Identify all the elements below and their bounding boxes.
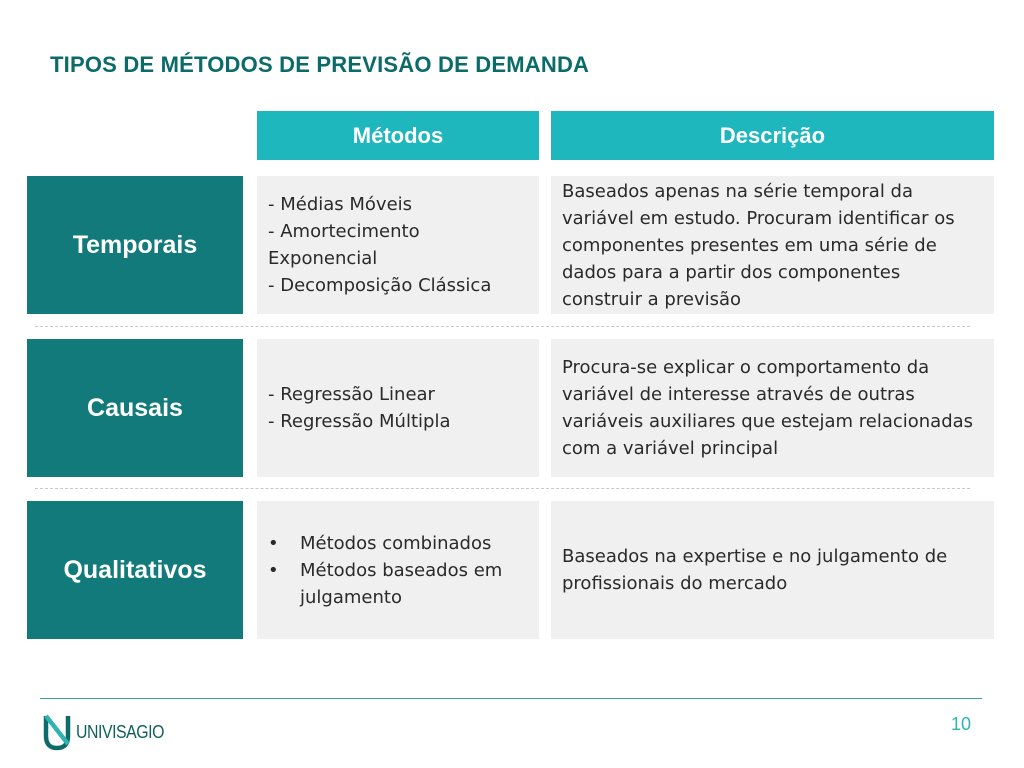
methods-text: - Regressão Linear - Regressão Múltipla [268,384,451,432]
logo-mark-icon [42,712,72,752]
description-text: Baseados apenas na série temporal da variável em estudo. Procuram identificar os componentes presentes em uma série de dados para a partir dos componentes construir a previsão [562,180,955,310]
methods-cell-temporais [257,176,539,314]
slide-title: TIPOS DE MÉTODOS DE PREVISÃO DE DEMANDA [50,52,590,77]
list-item [268,530,531,557]
category-qualitativos: Qualitativos [27,501,243,639]
header-methods: Métodos [257,111,539,160]
category-temporais: Temporais [27,176,243,314]
row-divider [35,488,970,489]
description-text: Baseados na expertise e no julgamento de profissionais do mercado [562,546,948,594]
page-number: 10 [950,714,971,734]
methods-cell-qualitativos [257,501,539,639]
description-cell-causais [551,339,994,477]
bullet-icon: • [268,532,279,554]
bullet-icon: • [268,559,279,581]
description-cell-temporais [551,176,994,314]
methods-bullet-list [268,530,531,611]
footer-divider [40,698,982,699]
row-divider [35,326,970,327]
univisagio-logo [42,712,176,752]
bullet-text: Métodos baseados em julgamento [300,559,503,608]
logo-text: UNIVISAGIO [76,721,165,742]
header-description: Descrição [551,111,994,160]
description-text: Procura-se explicar o comportamento da variável de interesse através de outras variáveis auxiliares que estejam relacionadas com a variável principal [562,357,974,459]
methods-text: - Médias Móveis - Amortecimento Exponencial - Decomposição Clássica [268,194,492,296]
bullet-text: Métodos combinados [300,532,492,554]
description-cell-qualitativos [551,501,994,639]
methods-cell-causais [257,339,539,477]
category-causais: Causais [27,339,243,477]
list-item [268,557,531,611]
